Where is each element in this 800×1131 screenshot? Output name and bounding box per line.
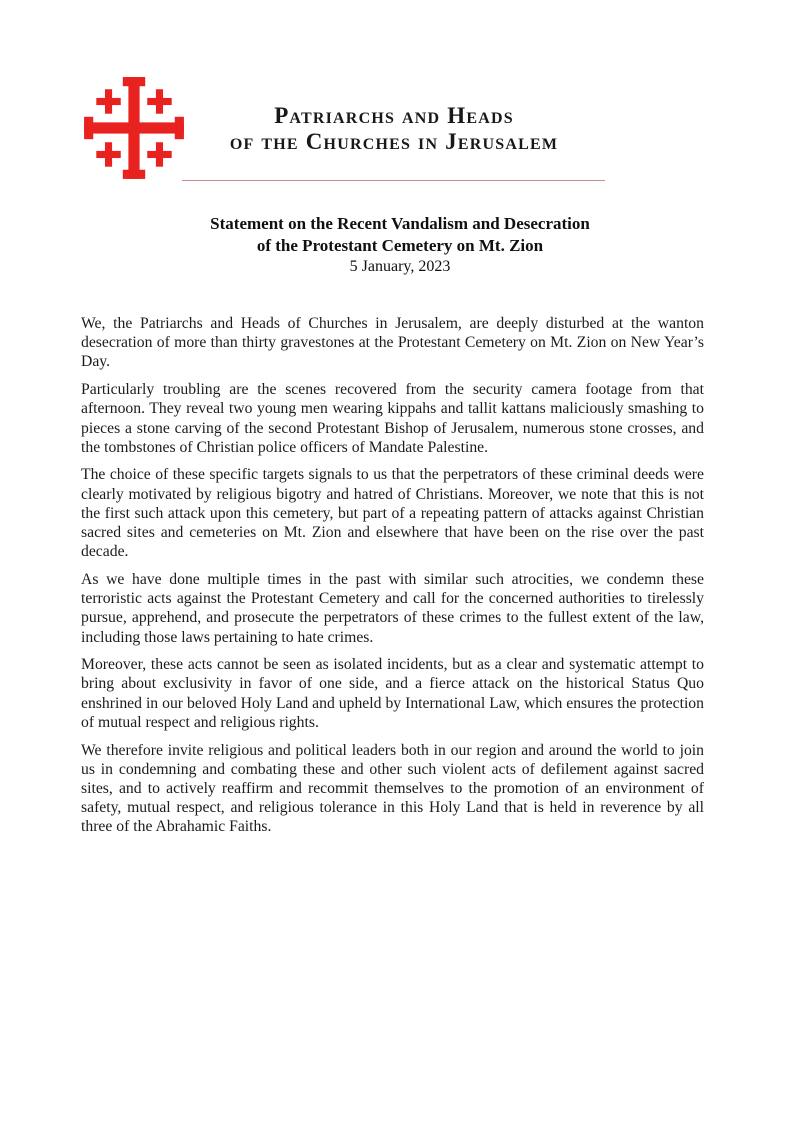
statement-paragraph: Moreover, these acts cannot be seen as isolated incidents, but as a clear and systematic attempt to bring about exclusivity in favor of one side, and a fierce attack on the historical Status Quo enshrined in our beloved Holy Land and upheld by International Law, which ensures the protection of mutual respect and religious rights. — [81, 656, 704, 731]
statement-paragraph: We therefore invite religious and political leaders both in our region and around the world to join us in condemning and combating these and other such violent acts of defilement against sacred sites, and to actively reaffirm and recommit themselves to the promotion of an environment of safety, mutual respect, and religious tolerance in this Holy Land that is held in reverence by all three of the Abrahamic Faiths. — [81, 741, 704, 836]
cross-shape — [84, 77, 184, 179]
statement-paragraph: The choice of these specific targets signals to us that the perpetrators of these criminal deeds were clearly motivated by religious bigotry and hatred of Christians. Moreover, we note that this is not the first such attack upon this cemetery, but part of a repeating pattern of attacks against Christian sacred sites and cemeteries on Mt. Zion and elsewhere that have been on the rise over the past decade. — [81, 466, 704, 561]
organization-name-line1: Patriarchs and Heads — [274, 103, 514, 128]
statement-body — [81, 314, 704, 845]
statement-date: 5 January, 2023 — [349, 258, 451, 275]
statement-paragraph: We, the Patriarchs and Heads of Churches in Jerusalem, are deeply disturbed at the wanton desecration of more than thirty gravestones at the Protestant Cemetery on Mt. Zion on New Year’s Day. — [81, 315, 704, 371]
organization-name — [170, 103, 618, 155]
organization-name-line2: of the Churches in Jerusalem — [229, 129, 559, 154]
statement-paragraph: As we have done multiple times in the past with similar such atrocities, we condemn these terroristic acts against the Protestant Cemetery and call for the concerned authorities to tirelessly pursue, apprehend, and prosecute the perpetrators of these crimes to the fullest extent of the law, including those laws pertaining to hate crimes. — [81, 570, 704, 646]
statement-title-line1: Statement on the Recent Vandalism and Desecration — [210, 214, 590, 233]
statement-title-block — [100, 213, 700, 278]
statement-title-line2: of the Protestant Cemetery on Mt. Zion — [256, 235, 544, 255]
statement-paragraph: Particularly troubling are the scenes recovered from the security camera footage from that afternoon. They reveal two young men wearing kippahs and tallit kattans maliciously smashing to pieces a stone carving of the second Protestant Bishop of Jerusalem, numerous stone crosses, and the tombstones of Christian police officers of Mandate Palestine. — [81, 381, 704, 456]
letterhead-divider — [182, 180, 605, 181]
